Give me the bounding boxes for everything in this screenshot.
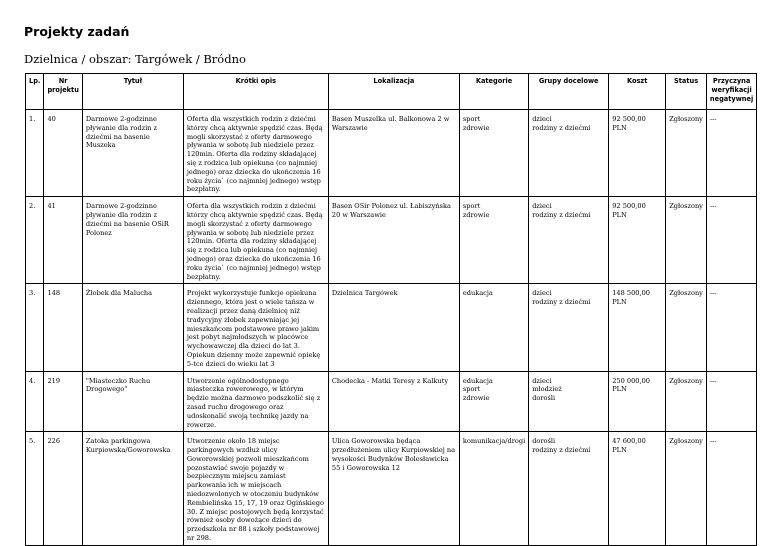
cell-tytul: Żłobek dla Malucha [82, 284, 183, 371]
table-header-row [26, 74, 757, 110]
cell-lokalizacja: Chodecka - Matki Teresy z Kalkuty [328, 371, 459, 432]
group-item: rodziny z dziećmi [532, 298, 591, 307]
cell-tytul: Darmowe 2-godzinne pływanie dla rodzin z dziećmi na basenie OSiR Polonez [82, 197, 183, 284]
cell-kategorie [459, 432, 528, 546]
table-row [26, 371, 757, 432]
col-header-status: Status [666, 74, 707, 110]
cell-koszt: 92 500,00 PLN [609, 110, 666, 197]
cell-grupy [529, 110, 609, 197]
cell-nr: 148 [44, 284, 82, 371]
col-header-grupy: Grupy docelowe [529, 74, 609, 110]
cell-tytul: Zatoka parkingowa Kurpiowska/Goworowska [82, 432, 183, 546]
category-item: edukacja [462, 289, 493, 298]
group-item: dzieci [532, 115, 552, 123]
table-row [26, 110, 757, 197]
category-item: zdrowie [462, 123, 490, 132]
cell-grupy [529, 284, 609, 371]
cell-koszt: 148 500,00 PLN [609, 284, 666, 371]
category-item: sport [462, 115, 481, 123]
cell-lp: 3. [26, 284, 44, 371]
cell-nr: 219 [44, 371, 82, 432]
cell-lokalizacja: Basen Muszelka ul. Balkonowa 2 w Warszawie [328, 110, 459, 197]
group-item: rodziny z dziećmi [532, 210, 591, 219]
col-header-lokalizacja: Lokalizacja [328, 74, 459, 110]
category-item: komunikacja/drogi [462, 437, 526, 446]
col-header-tytul: Tytuł [82, 74, 183, 110]
cell-lp: 5. [26, 432, 44, 546]
col-header-przyczyna: Przyczyna weryfikacji negatywnej [706, 74, 756, 110]
cell-przyczyna: --- [706, 371, 756, 432]
cell-status: Zgłoszony [666, 371, 707, 432]
col-header-lp: Lp. [26, 74, 44, 110]
cell-grupy [529, 197, 609, 284]
cell-opis: Utworzenie ogólnodostępnego miasteczka rowerowego, w którym będzie można darmowo podszkolić się z zasad ruchu drogowego oraz udoskonalić swoją technikę jazdy na rowerze. [183, 371, 328, 432]
cell-kategorie [459, 197, 528, 284]
category-item: zdrowie [462, 210, 490, 219]
page-subtitle: Dzielnica / obszar: Targówek / Bródno [24, 52, 246, 66]
cell-kategorie [459, 284, 528, 371]
cell-kategorie [459, 371, 528, 432]
cell-status: Zgłoszony [666, 197, 707, 284]
cell-przyczyna: --- [706, 432, 756, 546]
table-row [26, 284, 757, 371]
category-item: zdrowie [462, 394, 490, 403]
cell-przyczyna: --- [706, 197, 756, 284]
cell-status: Zgłoszony [666, 432, 707, 546]
cell-nr: 226 [44, 432, 82, 546]
group-item: dorośli [532, 437, 556, 446]
cell-tytul: Darmowe 2-godzinne pływanie dla rodzin z dziećmi na basenie Muszeka [82, 110, 183, 197]
cell-nr: 40 [44, 110, 82, 197]
cell-lokalizacja: Ulica Goworowska będąca przedłużeniem ulicy Kurpiowskiej na wysokości Budynków Bolesławicka 55 i Goworowska 12 [328, 432, 459, 546]
group-item: dzieci [532, 376, 552, 385]
cell-status: Zgłoszony [666, 284, 707, 371]
group-item: rodziny z dziećmi [532, 123, 591, 132]
col-header-opis: Krótki opis [183, 74, 328, 110]
table-row [26, 197, 757, 284]
page-title: Projekty zadań [24, 24, 130, 39]
cell-opis: Projekt wykorzystuje funkcje opiekuna dziennego, która jest o wiele tańsza w realizacji przez daną dzielnicę niż tradycyjny żłobek zapewniając jej mieszkańcom podstawowe prawo jakim jest pobyt najmłodszych w placówce wychowawczej dla dzieci do lat 3. Opiekun dzienny może zapewnić opiekę 5-tce dzieci do wieku lat 3 [183, 284, 328, 371]
cell-koszt: 92 500,00 PLN [609, 197, 666, 284]
projects-table [25, 73, 757, 546]
cell-lp: 1. [26, 110, 44, 197]
cell-kategorie [459, 110, 528, 197]
cell-przyczyna: --- [706, 110, 756, 197]
cell-przyczyna: --- [706, 284, 756, 371]
group-item: dzieci [532, 289, 552, 298]
cell-lokalizacja: Basen OSir Polonez ul. Łabiszyńska 20 w Warszawie [328, 197, 459, 284]
group-item: rodziny z dziećmi [532, 446, 591, 455]
col-header-nr: Nr projektu [44, 74, 82, 110]
cell-lokalizacja: Dzielnica Targówek [328, 284, 459, 371]
cell-koszt: 250 000,00 PLN [609, 371, 666, 432]
cell-grupy [529, 371, 609, 432]
cell-lp: 4. [26, 371, 44, 432]
cell-status: Zgłoszony [666, 110, 707, 197]
cell-opis: Utworzenie około 18 miejsc parkingowych wzdłuż ulicy Goworowskiej pozwoli mieszkańcom pozostawiać swoje pojazdy w bezpiecznym miejscu zamiast parkowania ich w miejscach niedozwolonych w otoczeniu budynków Rembielińska 15, 17, 19 oraz Ogińskiego 30. Z miejsc postojowych będą korzystać również osoby dowożące dzieci do przedszkola nr 88 i szkoły podstawowej nr 298. [183, 432, 328, 546]
cell-lp: 2. [26, 197, 44, 284]
cell-grupy [529, 432, 609, 546]
col-header-kategorie: Kategorie [459, 74, 528, 110]
group-item: młodzież [532, 385, 562, 394]
category-item: edukacja [462, 376, 493, 385]
table-row [26, 432, 757, 546]
category-item: sport [462, 385, 481, 394]
cell-nr: 41 [44, 197, 82, 284]
group-item: dzieci [532, 202, 552, 211]
cell-opis: Oferta dla wszystkich rodzin z dziećmi którzy chcą aktywnie spędzić czas. Będą mogli skorzystać z oferty darmowego pływania w sobotę lub niedziele przez 120min. Oferta dla rodziny składającej się z rodzica lub opiekuna (co najmniej jednego) oraz dziecka do ukończenia 16 roku życia` (co najmniej jednego) wstęp bezpłatny. [183, 197, 328, 284]
cell-koszt: 47 600,00 PLN [609, 432, 666, 546]
group-item: dorośli [532, 394, 556, 403]
col-header-koszt: Koszt [609, 74, 666, 110]
cell-opis: Oferta dla wszystkich rodzin z dziećmi którzy chcą aktywnie spędzić czas. Będą mogli skorzystać z oferty darmowego pływania w sobotę lub niedziele przez 120min. Oferta dla rodziny składającej się z rodzica lub opiekuna (co najmniej jednego) oraz dziecka do ukończenia 16 roku życia` (co najmniej jednego) wstęp bezpłatny. [183, 110, 328, 197]
category-item: sport [462, 202, 481, 211]
cell-tytul: "Miasteczko Ruchu Drogowego" [82, 371, 183, 432]
